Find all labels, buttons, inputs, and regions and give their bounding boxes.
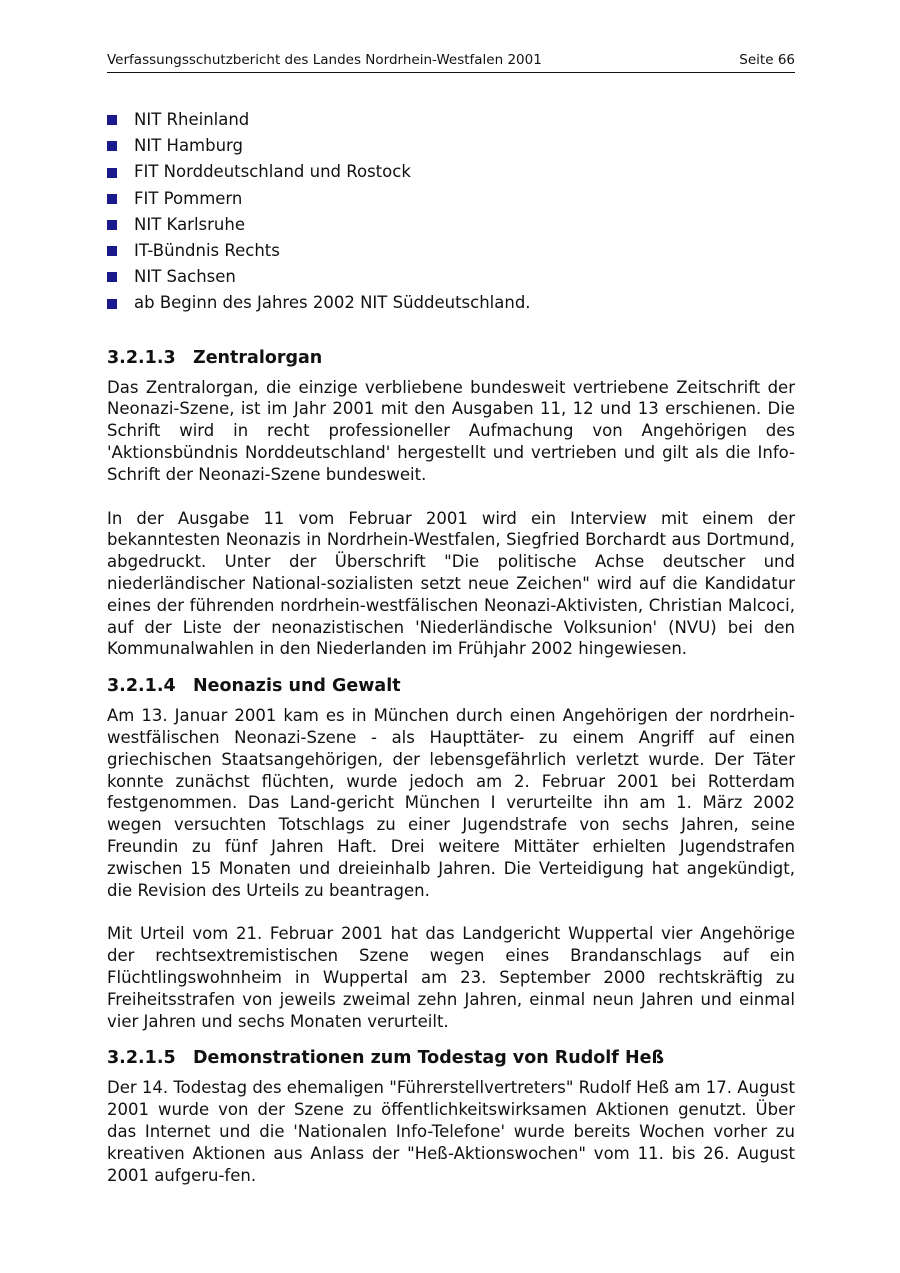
list-item: IT-Bündnis Rechts [107,238,795,264]
section-heading-gewalt: 3.2.1.4 Neonazis und Gewalt [107,676,401,697]
list-item: NIT Karlsruhe [107,212,795,238]
bullet-square-icon [107,246,117,256]
list-item: FIT Pommern [107,186,795,212]
page-header [107,50,795,73]
list-item: ab Beginn des Jahres 2002 NIT Süddeutschland. [107,290,795,316]
section-heading-demonstrationen: 3.2.1.5 Demonstrationen zum Todestag von Rudolf Heß [107,1048,665,1069]
list-item: NIT Sachsen [107,264,795,290]
paragraph: In der Ausgabe 11 vom Februar 2001 wird ein Interview mit einem der bekanntesten Neonazis in Nordrhein-Westfalen, Siegfried Borchardt aus Dortmund, abgedruckt. Unter der Überschrift "Die politische Achse deutscher und niederländischer National-sozialisten setzt neue Zeichen" wird auf die Kandidatur eines der führenden nordrhein-westfälischen Neonazi-Aktivisten, Christian Malcoci, auf der Liste der neonazistischen 'Niederländische Volksunion' (NVU) bei den Kommunalwahlen in den Niederlanden im Frühjahr 2002 hingewiesen. [107,508,795,659]
paragraph: Am 13. Januar 2001 kam es in München durch einen Angehörigen der nordrhein-westfälischen Neonazi-Szene - als Haupttäter- zu einem Angriff auf einen griechischen Staatsangehörigen, der lebensgefährlich verletzt wurde. Der Täter konnte zunächst flüchten, wurde jedoch am 2. Februar 2001 bei Rotterdam festgenommen. Das Land-gericht München I verurteilte ihn am 1. März 2002 wegen versuchten Totschlags zu einer Jugendstrafe von sechs Jahren, seine Freundin zu fünf Jahren Haft. Drei weitere Mittäter erhielten Jugendstrafen zwischen 15 Monaten und dreieinhalb Jahren. Die Verteidigung hat angekündigt, die Revision des Urteils zu beantragen. [107,706,795,900]
bullet-square-icon [107,194,117,204]
list-item: FIT Norddeutschland und Rostock [107,159,795,185]
paragraph: Mit Urteil vom 21. Februar 2001 hat das Landgericht Wuppertal vier Angehörige der rechtsextremistischen Szene wegen eines Brandanschlags auf ein Flüchtlingswohnheim in Wuppertal am 23. September 2000 rechtskräftig zu Freiheitsstrafen von jeweils zweimal zehn Jahren, einmal neun Jahren und einmal vier Jahren und sechs Monaten verurteilt. [107,924,795,1031]
paragraph: Das Zentralorgan, die einzige verbliebene bundesweit vertriebene Zeitschrift der Neonazi-Szene, ist im Jahr 2001 mit den Ausgaben 11, 12 und 13 erschienen. Die Schrift wird in recht professioneller Aufmachung von Angehörigen des 'Aktionsbündnis Norddeutschland' hergestellt und vertrieben und gilt als die Info-Schrift der Neonazi-Szene bundesweit. [107,377,795,484]
bullet-square-icon [107,299,117,309]
bullet-square-icon [107,272,117,282]
section-heading-zentralorgan: 3.2.1.3 Zentralorgan [107,347,323,368]
bullet-square-icon [107,220,117,230]
document-page [107,50,795,1186]
page-number: Seite 66 [739,52,795,68]
bullet-square-icon [107,168,117,178]
bullet-square-icon [107,115,117,125]
bullet-square-icon [107,141,117,151]
list-item: NIT Hamburg [107,133,795,159]
list-item: NIT Rheinland [107,107,795,133]
bullet-list [107,107,795,317]
header-title: Verfassungsschutzbericht des Landes Nordrhein-Westfalen 2001 [107,52,542,68]
paragraph: Der 14. Todestag des ehemaligen "Führerstellvertreters" Rudolf Heß am 17. August 2001 wurde von der Szene zu öffentlichkeitswirksamen Aktionen genutzt. Über das Internet und die 'Nationalen Info-Telefone' wurde bereits Wochen vorher zu kreativen Aktionen aus Anlass der "Heß-Aktionswochen" vom 11. bis 26. August 2001 aufgeru-fen. [107,1078,795,1185]
